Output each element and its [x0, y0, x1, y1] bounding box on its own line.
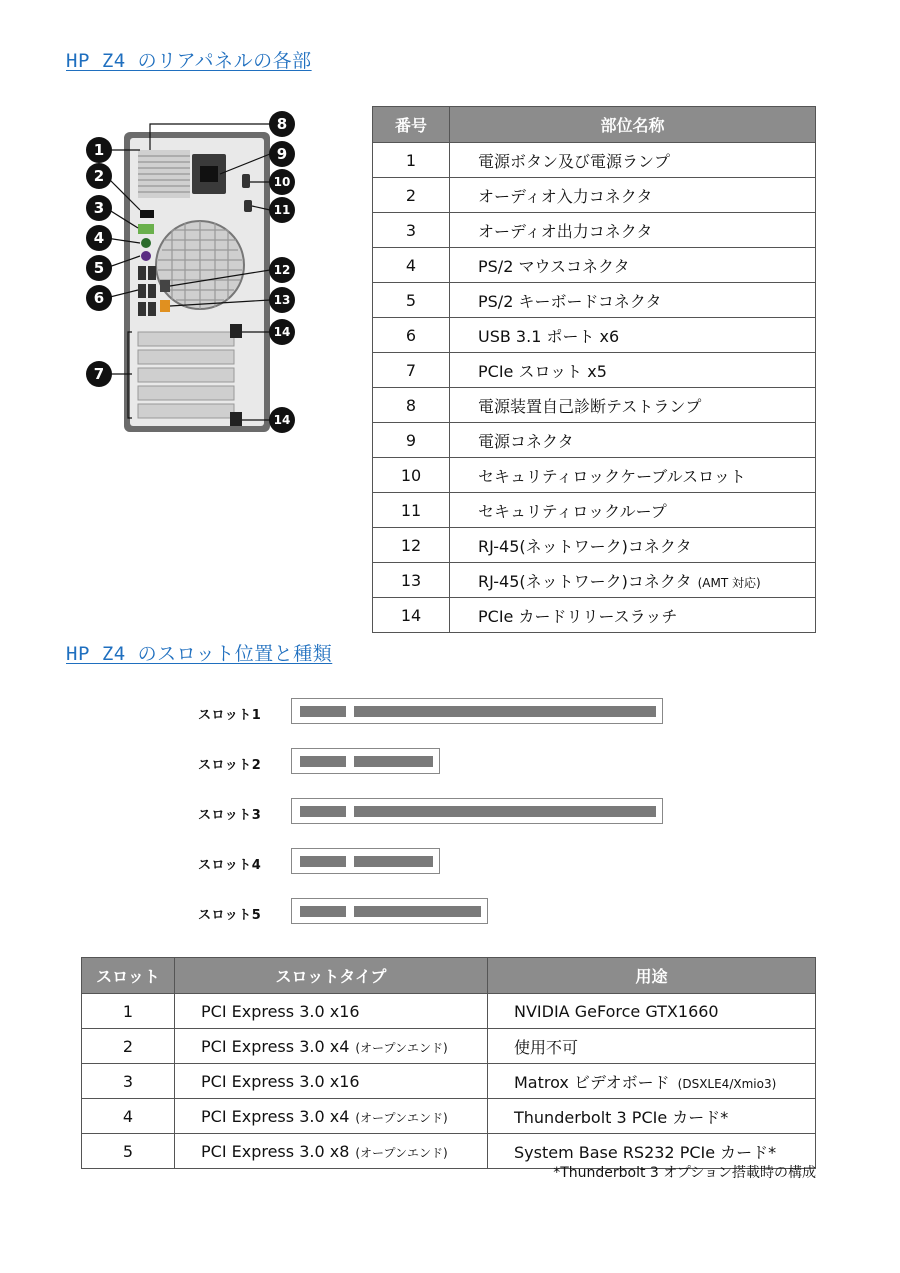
header-usage: 用途 — [488, 958, 816, 994]
callout-9: 9 — [269, 141, 295, 167]
latch-2 — [230, 412, 242, 426]
part-number: 3 — [373, 213, 450, 248]
part-name-cell — [450, 353, 816, 388]
slot-type-cell — [175, 994, 488, 1029]
part-name: セキュリティロックケーブルスロット — [478, 466, 746, 486]
table-row — [373, 458, 816, 493]
callout-5: 5 — [86, 255, 112, 281]
slot-type-cell — [175, 1029, 488, 1064]
header-number: 番号 — [373, 107, 450, 143]
header-slot-type: スロットタイプ — [175, 958, 488, 994]
part-name-cell — [450, 598, 816, 633]
part-number: 12 — [373, 528, 450, 563]
slot-main-segment — [354, 806, 656, 817]
section-title-slots: HP Z4 のスロット位置と種類 — [66, 643, 333, 665]
power-button — [140, 210, 154, 218]
part-name-cell — [450, 563, 816, 598]
rear-panel-diagram — [80, 110, 300, 440]
part-name: PCIe スロット x5 — [478, 361, 607, 381]
callout-1: 1 — [86, 137, 112, 163]
part-name: PS/2 マウスコネクタ — [478, 256, 630, 276]
slot-type: PCI Express 3.0 x4 — [201, 1036, 350, 1056]
part-name: 電源コネクタ — [478, 431, 574, 451]
slot-key-segment — [300, 706, 346, 717]
part-number: 2 — [373, 178, 450, 213]
slot-type-note: (オープンエンド) — [355, 1110, 448, 1125]
table-row — [373, 388, 816, 423]
callout-7: 7 — [86, 361, 112, 387]
rj45-1 — [160, 280, 170, 292]
part-name-cell — [450, 213, 816, 248]
slot-number: 4 — [82, 1099, 175, 1134]
slot-number: 1 — [82, 994, 175, 1029]
slot-main-segment — [354, 906, 481, 917]
part-name-cell — [450, 388, 816, 423]
part-number: 4 — [373, 248, 450, 283]
table-row — [82, 1064, 816, 1099]
part-name: 電源装置自己診断テストランプ — [478, 396, 702, 416]
callout-3: 3 — [86, 195, 112, 221]
table-row — [373, 423, 816, 458]
security-slot — [242, 174, 250, 188]
part-name-cell — [450, 493, 816, 528]
slot-label: スロット1 — [198, 708, 262, 723]
part-number: 14 — [373, 598, 450, 633]
part-name: RJ-45(ネットワーク)コネクタ — [478, 571, 692, 591]
slot-main-segment — [354, 706, 656, 717]
callout-11: 11 — [269, 197, 295, 223]
pcie-slots — [138, 332, 234, 418]
part-name: PCIe カードリリースラッチ — [478, 606, 678, 626]
slot-type-note: (オープンエンド) — [355, 1040, 448, 1055]
part-name: 電源ボタン及び電源ランプ — [478, 151, 671, 171]
part-number: 8 — [373, 388, 450, 423]
part-name: オーディオ出力コネクタ — [478, 221, 653, 241]
part-number: 7 — [373, 353, 450, 388]
slot-type-note: (オープンエンド) — [355, 1145, 448, 1160]
table-row — [82, 1029, 816, 1064]
part-name-cell — [450, 458, 816, 493]
part-name: オーディオ入力コネクタ — [478, 186, 653, 206]
slot-key-segment — [300, 856, 346, 867]
table-row — [373, 353, 816, 388]
part-number: 6 — [373, 318, 450, 353]
slot-main-segment — [354, 756, 433, 767]
slot-type-cell — [175, 1134, 488, 1169]
part-number: 9 — [373, 423, 450, 458]
slot-usage-cell — [488, 1099, 816, 1134]
table-header-row — [82, 958, 816, 994]
slot-outline — [291, 748, 440, 774]
ps2-mouse — [141, 238, 151, 248]
part-number: 11 — [373, 493, 450, 528]
slot-type: PCI Express 3.0 x4 — [201, 1106, 350, 1126]
slot-outline — [291, 848, 440, 874]
slot-usage-cell — [488, 1029, 816, 1064]
callout-6: 6 — [86, 285, 112, 311]
slot-type-cell — [175, 1099, 488, 1134]
part-name: RJ-45(ネットワーク)コネクタ — [478, 536, 692, 556]
part-name-cell — [450, 248, 816, 283]
slot-number: 5 — [82, 1134, 175, 1169]
slot-label: スロット3 — [198, 808, 262, 823]
latch-1 — [230, 324, 242, 338]
security-loop — [244, 200, 252, 212]
callout-12: 12 — [269, 257, 295, 283]
part-note: (AMT 対応) — [697, 575, 761, 590]
slot-table — [81, 957, 816, 1169]
header-part-name: 部位名称 — [450, 107, 816, 143]
slot-outline — [291, 798, 663, 824]
callout-4: 4 — [86, 225, 112, 251]
slot-type: PCI Express 3.0 x8 — [201, 1141, 350, 1161]
slot-usage: Matrox ビデオボード — [514, 1072, 670, 1092]
audio-ports — [138, 224, 154, 234]
part-name: PS/2 キーボードコネクタ — [478, 291, 662, 311]
table-row — [373, 563, 816, 598]
part-number: 5 — [373, 283, 450, 318]
table-row — [82, 994, 816, 1029]
callout-2: 2 — [86, 163, 112, 189]
part-name: USB 3.1 ポート x6 — [478, 326, 620, 346]
slot-key-segment — [300, 906, 346, 917]
slot-usage: NVIDIA GeForce GTX1660 — [514, 1001, 719, 1021]
slot-type-cell — [175, 1064, 488, 1099]
slot-main-segment — [354, 856, 433, 867]
section-title-rear-panel: HP Z4 のリアパネルの各部 — [66, 50, 312, 72]
part-number: 10 — [373, 458, 450, 493]
table-row — [373, 143, 816, 178]
slot-type: PCI Express 3.0 x16 — [201, 1001, 360, 1021]
slot-type: PCI Express 3.0 x16 — [201, 1071, 360, 1091]
slot-usage-cell — [488, 994, 816, 1029]
psu-vent — [138, 150, 190, 198]
rear-panel-table — [372, 106, 816, 633]
slot-key-segment — [300, 756, 346, 767]
part-name-cell — [450, 178, 816, 213]
callout-14a: 14 — [269, 319, 295, 345]
slot-label: スロット2 — [198, 758, 262, 773]
slot-usage: Thunderbolt 3 PCIe カード* — [514, 1107, 729, 1127]
part-name-cell — [450, 318, 816, 353]
slot-usage: 使用不可 — [514, 1037, 579, 1057]
table-row — [373, 248, 816, 283]
part-name-cell — [450, 283, 816, 318]
slot-outline — [291, 698, 663, 724]
rj45-2 — [160, 300, 170, 312]
slot-usage: System Base RS232 PCIe カード* — [514, 1142, 777, 1162]
table-row — [373, 283, 816, 318]
part-name-cell — [450, 423, 816, 458]
slot-number: 3 — [82, 1064, 175, 1099]
callout-14b: 14 — [269, 407, 295, 433]
part-number: 1 — [373, 143, 450, 178]
part-number: 13 — [373, 563, 450, 598]
slot-number: 2 — [82, 1029, 175, 1064]
table-row — [373, 493, 816, 528]
slot-label: スロット4 — [198, 858, 262, 873]
table-row — [373, 178, 816, 213]
slot-outline — [291, 898, 488, 924]
slot-label: スロット5 — [198, 908, 262, 923]
callout-10: 10 — [269, 169, 295, 195]
table-row — [373, 318, 816, 353]
ps2-keyboard — [141, 251, 151, 261]
part-name-cell — [450, 143, 816, 178]
part-name: セキュリティロックループ — [478, 501, 667, 521]
callout-13: 13 — [269, 287, 295, 313]
footnote: *Thunderbolt 3 オプション搭載時の構成 — [553, 1165, 816, 1181]
table-row — [373, 598, 816, 633]
table-row — [373, 528, 816, 563]
table-row — [82, 1099, 816, 1134]
slot-key-segment — [300, 806, 346, 817]
table-header-row — [373, 107, 816, 143]
table-row — [373, 213, 816, 248]
callout-8: 8 — [269, 111, 295, 137]
slot-usage-note: (DSXLE4/Xmio3) — [677, 1076, 777, 1091]
slot-usage-cell — [488, 1064, 816, 1099]
part-name-cell — [450, 528, 816, 563]
header-slot: スロット — [82, 958, 175, 994]
